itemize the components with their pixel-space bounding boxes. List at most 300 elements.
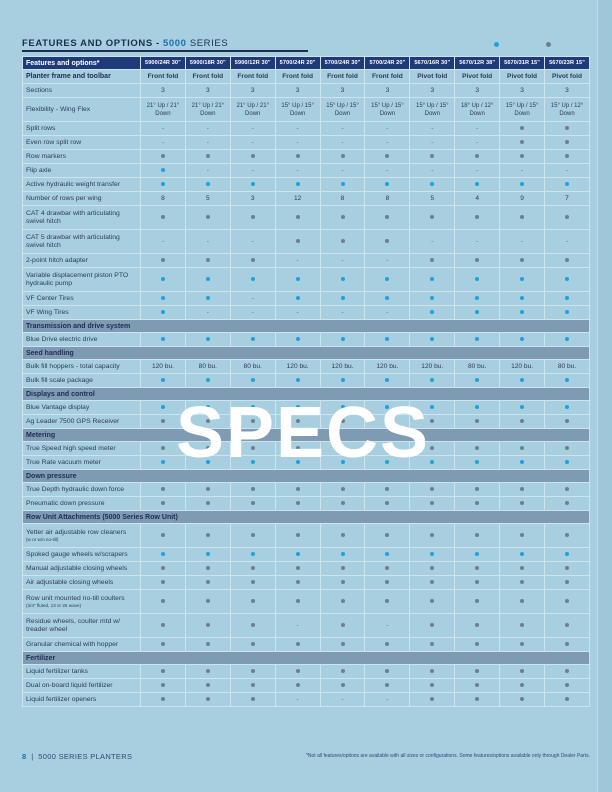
standard-cell: [500, 178, 545, 192]
optional-cell: [410, 693, 455, 707]
standard-cell: [500, 268, 545, 292]
row-label: Row unit mounted no-till coulters: [26, 595, 125, 602]
standard-dot-icon: [385, 552, 389, 556]
standard-cell: [545, 292, 590, 306]
row-label-cell: [23, 374, 141, 388]
cell-value: 8: [161, 195, 165, 202]
optional-dot-icon: [385, 154, 389, 158]
optional-cell: [455, 442, 500, 456]
value-cell: [320, 98, 365, 122]
cell-value: Front fold: [147, 73, 179, 80]
standard-dot-icon: [520, 405, 524, 409]
optional-dot-icon: [161, 487, 165, 491]
not-available-cell: [320, 306, 365, 320]
optional-dot-icon: [565, 154, 569, 158]
cell-value: 3: [520, 87, 524, 94]
value-cell: [320, 360, 365, 374]
value-cell: [455, 192, 500, 206]
standard-cell: [185, 178, 230, 192]
optional-dot-icon: [251, 697, 255, 701]
optional-cell: [230, 638, 275, 652]
optional-dot-icon: [565, 566, 569, 570]
section-header: Transmission and drive system: [23, 320, 590, 333]
optional-dot-icon: [296, 580, 300, 584]
section-header-row: [23, 652, 590, 665]
row-label: True Rate vacuum meter: [26, 458, 101, 466]
optional-cell: [275, 497, 320, 511]
standard-cell: [410, 401, 455, 415]
optional-dot-icon: [341, 533, 345, 537]
not-available-cell: [230, 230, 275, 254]
value-cell: [500, 360, 545, 374]
standard-dot-icon: [296, 337, 300, 341]
table-row: [23, 70, 590, 84]
optional-dot-icon: [430, 154, 434, 158]
table-row: [23, 456, 590, 470]
optional-dot-icon: [430, 697, 434, 701]
optional-dot-icon: [161, 669, 165, 673]
table-row: [23, 136, 590, 150]
standard-dot-icon: [341, 460, 345, 464]
standard-cell: [141, 164, 186, 178]
standard-dot-icon: [296, 277, 300, 281]
dash: -: [296, 309, 299, 316]
not-available-cell: [455, 164, 500, 178]
optional-dot-icon: [206, 215, 210, 219]
dash: -: [296, 167, 299, 174]
optional-dot-icon: [206, 580, 210, 584]
row-label-cell: [23, 562, 141, 576]
optional-dot-icon: [251, 599, 255, 603]
cell-value: 15° Up / 15° Down: [371, 102, 404, 117]
optional-cell: [500, 590, 545, 614]
standard-dot-icon: [475, 296, 479, 300]
table-row: [23, 206, 590, 230]
cell-value: Front fold: [192, 73, 224, 80]
optional-dot-icon: [475, 487, 479, 491]
row-label-cell: [23, 333, 141, 347]
standard-cell: [141, 333, 186, 347]
standard-dot-icon: [520, 337, 524, 341]
dash: -: [206, 125, 209, 132]
standard-cell: [365, 456, 410, 470]
title-rule: [22, 50, 308, 52]
not-available-cell: [320, 122, 365, 136]
footer-note: *Not all features/options are available with all sizes or configurations. Some features/options available only through Dealer Parts.: [305, 753, 590, 759]
optional-dot-icon: [565, 683, 569, 687]
optional-dot-icon: [520, 126, 524, 130]
optional-dot-icon: [430, 215, 434, 219]
value-cell: [230, 70, 275, 84]
standard-cell: [320, 548, 365, 562]
optional-cell: [141, 638, 186, 652]
standard-dot-icon: [565, 552, 569, 556]
dash: -: [520, 167, 524, 174]
value-cell: [545, 84, 590, 98]
row-label: CAT 4 drawbar with articulating swivel hitch: [26, 209, 120, 225]
optional-cell: [365, 150, 410, 164]
dash: -: [161, 238, 165, 245]
standard-dot-icon: [385, 378, 389, 382]
value-cell: [141, 98, 186, 122]
optional-dot-icon: [206, 566, 210, 570]
row-label-cell: [23, 84, 141, 98]
optional-cell: [320, 415, 365, 429]
optional-cell: [141, 254, 186, 268]
cell-value: 15° Up / 12° Down: [550, 102, 584, 117]
optional-dot-icon: [341, 599, 345, 603]
optional-cell: [500, 679, 545, 693]
row-label: Even row split row: [26, 138, 82, 146]
table-row: [23, 84, 590, 98]
optional-dot-icon: [475, 580, 479, 584]
optional-dot-icon: [296, 154, 300, 158]
standard-cell: [320, 333, 365, 347]
value-cell: [545, 360, 590, 374]
optional-cell: [455, 415, 500, 429]
standard-dot-icon: [430, 337, 434, 341]
cell-value: 15° Up / 15° Down: [281, 102, 314, 117]
standard-cell: [275, 292, 320, 306]
optional-cell: [500, 497, 545, 511]
optional-cell: [410, 150, 455, 164]
optional-cell: [455, 590, 500, 614]
optional-cell: [320, 150, 365, 164]
optional-dot-icon: [565, 533, 569, 537]
optional-dot-icon: [520, 580, 524, 584]
optional-cell: [365, 576, 410, 590]
optional-cell: [230, 150, 275, 164]
optional-dot-icon: [385, 419, 389, 423]
optional-cell: [455, 679, 500, 693]
value-cell: [275, 98, 320, 122]
value-cell: [365, 192, 410, 206]
row-label-cell: [23, 548, 141, 562]
optional-dot-icon: [475, 697, 479, 701]
optional-cell: [545, 576, 590, 590]
row-label: Row markers: [26, 152, 67, 160]
optional-cell: [185, 576, 230, 590]
dash: -: [476, 139, 479, 146]
standard-cell: [275, 374, 320, 388]
section-header-row: [23, 511, 590, 524]
table-row: [23, 164, 590, 178]
row-label: Variable displacement piston PTO hydraulic pump: [26, 271, 129, 287]
optional-dot-icon: [161, 215, 165, 219]
column-header: 5900/24R 30": [141, 57, 186, 70]
row-label: Blue Drive electric drive: [26, 335, 98, 343]
optional-dot-icon: [161, 446, 165, 450]
column-header: 5670/31R 15": [500, 57, 545, 70]
standard-dot-icon: [475, 277, 479, 281]
standard-dot-icon: [296, 296, 300, 300]
optional-cell: [141, 483, 186, 497]
optional-cell: [455, 665, 500, 679]
standard-cell: [275, 268, 320, 292]
optional-dot-icon: [385, 215, 389, 219]
optional-dot-icon: [296, 215, 300, 219]
optional-dot-icon: [520, 154, 524, 158]
not-available-cell: [275, 614, 320, 638]
optional-dot-icon: [565, 669, 569, 673]
column-header: 5670/16R 30": [410, 57, 455, 70]
dash: -: [251, 238, 254, 245]
cell-value: Pivot fold: [462, 73, 493, 80]
cell-value: 80 bu.: [243, 363, 262, 370]
row-label: Number of rows per wing: [26, 194, 102, 202]
optional-dot-icon: [341, 683, 345, 687]
table-row: [23, 333, 590, 347]
not-available-cell: [455, 230, 500, 254]
title-main: FEATURES AND OPTIONS -: [22, 38, 160, 49]
optional-dot-icon: [296, 487, 300, 491]
standard-cell: [500, 292, 545, 306]
optional-dot-icon: [475, 566, 479, 570]
optional-cell: [185, 614, 230, 638]
optional-dot-icon: [341, 623, 345, 627]
standard-dot-icon: [520, 378, 524, 382]
optional-dot-icon: [296, 669, 300, 673]
optional-dot-icon: [475, 642, 479, 646]
table-row: [23, 590, 590, 614]
cell-value: 5: [206, 195, 210, 202]
not-available-cell: [230, 136, 275, 150]
standard-dot-icon: [161, 460, 165, 464]
optional-dot-icon: [161, 580, 165, 584]
optional-cell: [545, 254, 590, 268]
table-row: [23, 122, 590, 136]
footer-section: 5000 SERIES PLANTERS: [38, 752, 133, 761]
standard-cell: [545, 456, 590, 470]
optional-dot-icon: [251, 215, 255, 219]
optional-cell: [410, 562, 455, 576]
value-cell: [410, 84, 455, 98]
standard-dot-icon: [341, 552, 345, 556]
optional-cell: [185, 497, 230, 511]
optional-cell: [275, 679, 320, 693]
row-label-cell: [23, 150, 141, 164]
cell-value: 120 bu.: [376, 363, 399, 370]
standard-dot-icon: [206, 552, 210, 556]
optional-dot-icon: [206, 642, 210, 646]
row-label: Bulk fill scale package: [26, 376, 93, 384]
optional-dot-icon: [341, 669, 345, 673]
standard-cell: [185, 333, 230, 347]
not-available-cell: [141, 230, 186, 254]
standard-cell: [320, 456, 365, 470]
value-cell: [500, 70, 545, 84]
optional-dot-icon: [341, 154, 345, 158]
not-available-cell: [185, 136, 230, 150]
optional-dot-icon: [475, 623, 479, 627]
standard-cell: [141, 178, 186, 192]
cell-value: 80 bu.: [557, 363, 577, 370]
optional-cell: [365, 415, 410, 429]
dash: -: [296, 139, 299, 146]
not-available-cell: [365, 306, 410, 320]
standard-cell: [230, 456, 275, 470]
standard-dot-icon: [520, 460, 524, 464]
footer-left: [22, 752, 132, 761]
optional-cell: [320, 576, 365, 590]
not-available-cell: [545, 230, 590, 254]
optional-dot-icon: [385, 487, 389, 491]
standard-cell: [545, 306, 590, 320]
optional-dot-icon: [565, 258, 569, 262]
optional-cell: [410, 483, 455, 497]
table-row: [23, 98, 590, 122]
row-label: Pneumatic down pressure: [26, 499, 105, 507]
standard-cell: [141, 306, 186, 320]
table-row: [23, 415, 590, 429]
standard-cell: [275, 401, 320, 415]
not-available-cell: [365, 254, 410, 268]
standard-dot-icon: [206, 460, 210, 464]
standard-cell: [410, 456, 455, 470]
standard-dot-icon: [565, 296, 569, 300]
optional-cell: [275, 638, 320, 652]
optional-dot-icon: [341, 642, 345, 646]
standard-cell: [500, 401, 545, 415]
optional-dot-icon: [251, 419, 255, 423]
row-label: Flip axle: [26, 166, 52, 174]
dash: -: [341, 696, 344, 703]
optional-dot-icon: [520, 683, 524, 687]
not-available-cell: [545, 164, 590, 178]
optional-cell: [455, 638, 500, 652]
row-label: Residue wheels, coulter mtd w/ treader wheel: [26, 617, 121, 633]
standard-cell: [500, 333, 545, 347]
section-header: Displays and control: [23, 388, 590, 401]
table-row: [23, 548, 590, 562]
dash: -: [206, 309, 209, 316]
optional-cell: [455, 254, 500, 268]
row-label: True Speed high speed meter: [26, 444, 116, 452]
row-label-cell: [23, 292, 141, 306]
standard-dot-icon: [475, 310, 479, 314]
standard-dot-icon: [251, 337, 255, 341]
optional-cell: [410, 442, 455, 456]
optional-dot-icon: [341, 446, 345, 450]
optional-dot-icon: [520, 669, 524, 673]
row-label: Liquid fertilizer tanks: [26, 667, 88, 675]
value-cell: [185, 98, 230, 122]
optional-cell: [410, 206, 455, 230]
optional-dot-icon: [161, 683, 165, 687]
standard-cell: [500, 548, 545, 562]
optional-cell: [320, 562, 365, 576]
value-cell: [185, 70, 230, 84]
dash: -: [476, 125, 479, 132]
table-row: [23, 401, 590, 415]
value-cell: [275, 70, 320, 84]
not-available-cell: [275, 254, 320, 268]
value-cell: [185, 360, 230, 374]
not-available-cell: [320, 254, 365, 268]
value-cell: [185, 84, 230, 98]
dash: -: [431, 238, 434, 245]
optional-dot-icon: [251, 154, 255, 158]
cell-value: 120 bu.: [151, 363, 174, 370]
optional-cell: [141, 590, 186, 614]
standard-cell: [500, 374, 545, 388]
optional-dot-icon: [430, 580, 434, 584]
standard-cell: [365, 401, 410, 415]
optional-dot-icon: [161, 642, 165, 646]
page-edge-band: [597, 0, 612, 792]
cell-value: 9: [520, 195, 524, 202]
standard-cell: [365, 374, 410, 388]
standard-dot-icon: [296, 552, 300, 556]
dash: -: [386, 309, 389, 316]
optional-cell: [320, 614, 365, 638]
value-cell: [410, 70, 455, 84]
value-cell: [365, 84, 410, 98]
value-cell: [410, 98, 455, 122]
optional-dot-icon: [430, 487, 434, 491]
standard-dot-icon: [565, 337, 569, 341]
optional-dot-icon: [430, 446, 434, 450]
optional-dot-icon: [385, 533, 389, 537]
optional-cell: [141, 665, 186, 679]
value-cell: [410, 192, 455, 206]
cell-value: 21° Up / 21° Down: [191, 102, 225, 117]
not-available-cell: [230, 164, 275, 178]
cell-value: 120 bu.: [421, 363, 444, 370]
value-cell: [275, 360, 320, 374]
optional-cell: [185, 590, 230, 614]
optional-cell: [185, 415, 230, 429]
cell-value: 15° Up / 15° Down: [416, 102, 449, 117]
not-available-cell: [500, 230, 545, 254]
value-cell: [455, 84, 500, 98]
dash: -: [431, 139, 434, 146]
optional-dot-icon: [161, 419, 165, 423]
optional-cell: [185, 665, 230, 679]
optional-cell: [500, 206, 545, 230]
row-label-cell: [23, 360, 141, 374]
optional-cell: [500, 576, 545, 590]
dash: -: [296, 696, 299, 703]
optional-cell: [141, 206, 186, 230]
optional-dot-icon: [385, 501, 389, 505]
not-available-cell: [500, 164, 545, 178]
value-cell: [365, 70, 410, 84]
optional-dot-icon: [251, 623, 255, 627]
optional-dot-icon: [161, 566, 165, 570]
row-label-cell: [23, 268, 141, 292]
cell-value: 21° Up / 21° Down: [236, 102, 269, 117]
dash: -: [251, 309, 254, 316]
optional-cell: [320, 679, 365, 693]
optional-dot-icon: [296, 419, 300, 423]
optional-cell: [230, 562, 275, 576]
cell-value: 5: [430, 195, 435, 202]
value-cell: [275, 192, 320, 206]
value-cell: [230, 98, 275, 122]
optional-cell: [410, 497, 455, 511]
optional-cell: [545, 693, 590, 707]
cell-value: 3: [206, 87, 210, 94]
cell-value: 3: [475, 87, 480, 94]
row-label-cell: [23, 136, 141, 150]
optional-cell: [275, 562, 320, 576]
cell-value: Front fold: [237, 73, 269, 80]
optional-cell: [410, 614, 455, 638]
optional-dot-icon: [565, 642, 569, 646]
optional-cell: [500, 415, 545, 429]
standard-cell: [410, 306, 455, 320]
